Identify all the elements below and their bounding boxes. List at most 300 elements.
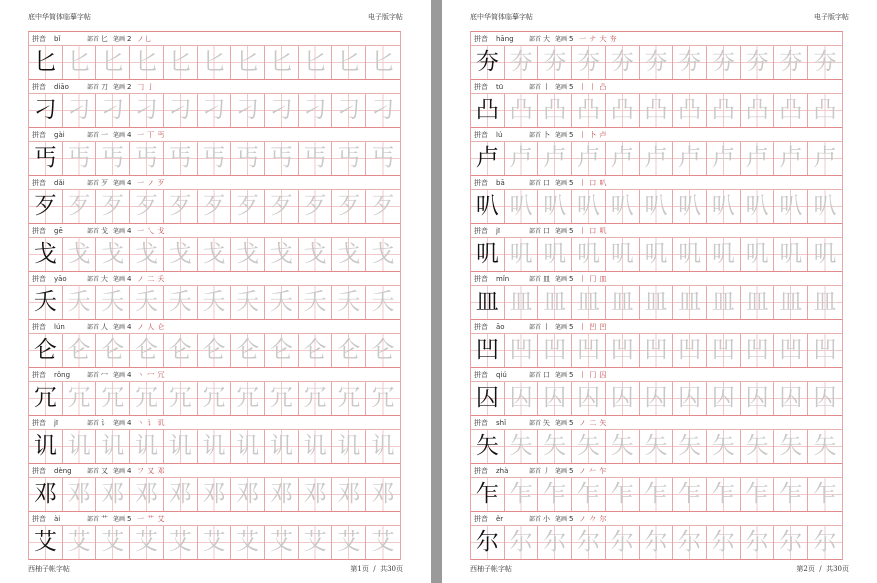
- trace-character[interactable]: 囚: [808, 382, 842, 415]
- trace-character[interactable]: 凹: [741, 334, 775, 367]
- trace-character[interactable]: 凹: [774, 334, 808, 367]
- stroke-count-value: 5: [569, 226, 574, 235]
- stroke-order: 一 乀 戈: [137, 226, 165, 235]
- trace-character[interactable]: 皿: [505, 286, 539, 319]
- trace-character[interactable]: 刁: [164, 94, 198, 127]
- trace-character[interactable]: 叽: [707, 238, 741, 271]
- trace-character[interactable]: 尔: [808, 526, 842, 559]
- char-info-row: [29, 176, 400, 190]
- trace-character[interactable]: 夭: [299, 286, 333, 319]
- trace-character[interactable]: 仑: [366, 334, 400, 367]
- pinyin-value: dèng: [54, 466, 72, 475]
- trace-character[interactable]: 凹: [808, 334, 842, 367]
- trace-character[interactable]: 仑: [231, 334, 265, 367]
- pinyin-label: 拼音: [32, 178, 46, 187]
- trace-character[interactable]: 丐: [366, 142, 400, 175]
- radical-label: 部首: [87, 372, 100, 379]
- practice-grid-row: [471, 478, 842, 512]
- trace-character[interactable]: 丐: [332, 142, 366, 175]
- trace-character[interactable]: 尔: [640, 526, 674, 559]
- trace-character[interactable]: 囚: [538, 382, 572, 415]
- trace-character[interactable]: 皿: [673, 286, 707, 319]
- trace-character[interactable]: 凸: [808, 94, 842, 127]
- trace-character[interactable]: 艾: [198, 526, 232, 559]
- trace-character[interactable]: 歹: [96, 190, 130, 223]
- trace-character[interactable]: 凹: [640, 334, 674, 367]
- radical-value: 大: [101, 274, 108, 283]
- stroke-order: 丶 冖 冗: [137, 370, 165, 379]
- trace-character[interactable]: 仑: [299, 334, 333, 367]
- trace-character[interactable]: 凹: [538, 334, 572, 367]
- trace-character[interactable]: 仑: [164, 334, 198, 367]
- trace-character[interactable]: 皿: [707, 286, 741, 319]
- pinyin-label: 拼音: [474, 370, 488, 379]
- char-info-row: [471, 224, 842, 238]
- trace-character[interactable]: 刁: [96, 94, 130, 127]
- trace-character[interactable]: 戈: [332, 238, 366, 271]
- pinyin-value: diāo: [54, 82, 69, 91]
- trace-character[interactable]: 叽: [606, 238, 640, 271]
- pinyin-value: bā: [496, 178, 505, 187]
- stroke-order: ノ 𠂊 尔: [579, 514, 607, 523]
- trace-character[interactable]: 匕: [96, 46, 130, 79]
- trace-character[interactable]: 刁: [63, 94, 97, 127]
- trace-character[interactable]: 夭: [63, 286, 97, 319]
- trace-character[interactable]: 矢: [808, 430, 842, 463]
- trace-character[interactable]: 囚: [673, 382, 707, 415]
- pinyin-label: 拼音: [474, 178, 488, 187]
- practice-grid-row: [471, 526, 842, 560]
- stroke-count-value: 5: [569, 418, 574, 427]
- char-info-row: [471, 128, 842, 142]
- trace-character[interactable]: 乍: [741, 478, 775, 511]
- trace-character[interactable]: 歹: [164, 190, 198, 223]
- radical-value: 匕: [101, 34, 108, 43]
- trace-character[interactable]: 凸: [538, 94, 572, 127]
- trace-character[interactable]: 矢: [741, 430, 775, 463]
- trace-character[interactable]: 卢: [707, 142, 741, 175]
- trace-character[interactable]: 叭: [741, 190, 775, 223]
- pinyin-value: rǒng: [54, 370, 71, 379]
- trace-character[interactable]: 仑: [63, 334, 97, 367]
- trace-character[interactable]: 艾: [332, 526, 366, 559]
- trace-character[interactable]: 矢: [707, 430, 741, 463]
- trace-character[interactable]: 邓: [299, 478, 333, 511]
- pinyin-value: jī: [496, 226, 500, 235]
- trace-character[interactable]: 叭: [538, 190, 572, 223]
- trace-character[interactable]: 仑: [96, 334, 130, 367]
- trace-character[interactable]: 矢: [505, 430, 539, 463]
- radical-value: 丨: [543, 322, 550, 331]
- trace-character[interactable]: 叭: [707, 190, 741, 223]
- radical-label: 部首: [529, 228, 542, 235]
- pinyin-value: bǐ: [54, 34, 61, 43]
- stroke-count-label: 笔画: [113, 324, 126, 331]
- trace-character[interactable]: 皿: [606, 286, 640, 319]
- trace-character[interactable]: 仑: [130, 334, 164, 367]
- trace-character[interactable]: 乍: [572, 478, 606, 511]
- trace-character[interactable]: 戈: [198, 238, 232, 271]
- trace-character[interactable]: 冗: [231, 382, 265, 415]
- practice-grid-row: [471, 142, 842, 176]
- stroke-count-label: 笔画: [555, 132, 568, 139]
- model-character: 夭: [29, 286, 63, 319]
- trace-character[interactable]: 叭: [606, 190, 640, 223]
- stroke-count-label: 笔画: [113, 276, 126, 283]
- trace-character[interactable]: 讥: [299, 430, 333, 463]
- trace-character[interactable]: 囚: [606, 382, 640, 415]
- trace-character[interactable]: 戈: [231, 238, 265, 271]
- trace-character[interactable]: 冗: [63, 382, 97, 415]
- trace-character[interactable]: 囚: [774, 382, 808, 415]
- trace-character[interactable]: 讥: [265, 430, 299, 463]
- model-character: 艾: [29, 526, 63, 559]
- trace-character[interactable]: 讥: [366, 430, 400, 463]
- trace-character[interactable]: 邓: [130, 478, 164, 511]
- trace-character[interactable]: 夯: [640, 46, 674, 79]
- trace-character[interactable]: 艾: [265, 526, 299, 559]
- trace-character[interactable]: 丐: [265, 142, 299, 175]
- trace-character[interactable]: 凸: [606, 94, 640, 127]
- trace-character[interactable]: 邓: [96, 478, 130, 511]
- trace-character[interactable]: 凹: [505, 334, 539, 367]
- trace-character[interactable]: 夯: [808, 46, 842, 79]
- stroke-order: ノ 二 夭: [137, 274, 165, 283]
- radical-value: 冖: [101, 370, 108, 379]
- trace-character[interactable]: 歹: [198, 190, 232, 223]
- trace-character[interactable]: 乍: [707, 478, 741, 511]
- char-info-row: [29, 512, 400, 526]
- stroke-count-value: 5: [569, 274, 574, 283]
- trace-character[interactable]: 叽: [774, 238, 808, 271]
- trace-character[interactable]: 丐: [231, 142, 265, 175]
- trace-character[interactable]: 邓: [164, 478, 198, 511]
- trace-character[interactable]: 卢: [606, 142, 640, 175]
- trace-character[interactable]: 匕: [198, 46, 232, 79]
- model-character: 冗: [29, 382, 63, 415]
- trace-character[interactable]: 夭: [332, 286, 366, 319]
- trace-character[interactable]: 囚: [572, 382, 606, 415]
- trace-character[interactable]: 乍: [640, 478, 674, 511]
- trace-character[interactable]: 丐: [198, 142, 232, 175]
- trace-character[interactable]: 仑: [265, 334, 299, 367]
- trace-character[interactable]: 匕: [231, 46, 265, 79]
- trace-character[interactable]: 戈: [265, 238, 299, 271]
- trace-character[interactable]: 乍: [606, 478, 640, 511]
- pinyin-label: 拼音: [474, 466, 488, 475]
- trace-character[interactable]: 仑: [198, 334, 232, 367]
- practice-grid-row: [29, 286, 400, 320]
- trace-character[interactable]: 刁: [231, 94, 265, 127]
- stroke-order: ノ 二 矢: [579, 418, 607, 427]
- trace-character[interactable]: 刁: [265, 94, 299, 127]
- trace-character[interactable]: 匕: [332, 46, 366, 79]
- trace-character[interactable]: 尔: [673, 526, 707, 559]
- pinyin-value: lú: [496, 130, 503, 139]
- radical-value: 戈: [101, 226, 108, 235]
- trace-character[interactable]: 卢: [808, 142, 842, 175]
- trace-character[interactable]: 冗: [299, 382, 333, 415]
- trace-character[interactable]: 乍: [538, 478, 572, 511]
- trace-character[interactable]: 艾: [231, 526, 265, 559]
- pinyin-label: 拼音: [474, 226, 488, 235]
- trace-character[interactable]: 丐: [63, 142, 97, 175]
- trace-character[interactable]: 皿: [640, 286, 674, 319]
- trace-character[interactable]: 夯: [741, 46, 775, 79]
- header-edition: 电子版字帖: [814, 13, 849, 21]
- trace-character[interactable]: 卢: [741, 142, 775, 175]
- trace-character[interactable]: 叽: [808, 238, 842, 271]
- trace-character[interactable]: 丐: [130, 142, 164, 175]
- trace-character[interactable]: 凸: [572, 94, 606, 127]
- trace-character[interactable]: 戈: [164, 238, 198, 271]
- trace-character[interactable]: 皿: [572, 286, 606, 319]
- practice-grid-row: [471, 94, 842, 128]
- trace-character[interactable]: 叭: [808, 190, 842, 223]
- trace-character[interactable]: 叭: [505, 190, 539, 223]
- trace-character[interactable]: 邓: [366, 478, 400, 511]
- trace-character[interactable]: 囚: [707, 382, 741, 415]
- trace-character[interactable]: 邓: [198, 478, 232, 511]
- trace-character[interactable]: 匕: [130, 46, 164, 79]
- trace-character[interactable]: 凹: [707, 334, 741, 367]
- trace-character[interactable]: 艾: [96, 526, 130, 559]
- trace-character[interactable]: 歹: [130, 190, 164, 223]
- trace-character[interactable]: 叭: [572, 190, 606, 223]
- trace-character[interactable]: 夭: [265, 286, 299, 319]
- trace-character[interactable]: 凹: [606, 334, 640, 367]
- page-number: 第2页 / 共30页: [796, 565, 849, 573]
- trace-character[interactable]: 歹: [231, 190, 265, 223]
- trace-character[interactable]: 叽: [572, 238, 606, 271]
- trace-character[interactable]: 仑: [332, 334, 366, 367]
- trace-character[interactable]: 歹: [366, 190, 400, 223]
- trace-character[interactable]: 凸: [640, 94, 674, 127]
- stroke-order: 丨 冂 囚: [579, 370, 607, 379]
- trace-character[interactable]: 戈: [96, 238, 130, 271]
- trace-character[interactable]: 尔: [707, 526, 741, 559]
- trace-character[interactable]: 匕: [265, 46, 299, 79]
- trace-character[interactable]: 凸: [707, 94, 741, 127]
- trace-character[interactable]: 匕: [366, 46, 400, 79]
- trace-character[interactable]: 冗: [366, 382, 400, 415]
- stroke-count-label: 笔画: [113, 36, 126, 43]
- trace-character[interactable]: 囚: [741, 382, 775, 415]
- trace-character[interactable]: 卢: [505, 142, 539, 175]
- stroke-count-value: 4: [127, 130, 132, 139]
- trace-character[interactable]: 讥: [63, 430, 97, 463]
- radical-value: 大: [543, 34, 550, 43]
- trace-character[interactable]: 凸: [505, 94, 539, 127]
- model-character: 戈: [29, 238, 63, 271]
- pinyin-label: 拼音: [474, 130, 488, 139]
- pinyin-value: ěr: [496, 514, 504, 523]
- model-character: 讥: [29, 430, 63, 463]
- trace-character[interactable]: 凸: [741, 94, 775, 127]
- trace-character[interactable]: 匕: [299, 46, 333, 79]
- trace-character[interactable]: 囚: [505, 382, 539, 415]
- char-info-row: [471, 464, 842, 478]
- trace-character[interactable]: 夭: [231, 286, 265, 319]
- char-info-row: [471, 32, 842, 46]
- trace-character[interactable]: 凸: [774, 94, 808, 127]
- trace-character[interactable]: 夯: [606, 46, 640, 79]
- trace-character[interactable]: 卢: [538, 142, 572, 175]
- trace-character[interactable]: 卢: [640, 142, 674, 175]
- trace-character[interactable]: 乍: [774, 478, 808, 511]
- trace-character[interactable]: 凸: [673, 94, 707, 127]
- pinyin-label: 拼音: [32, 370, 46, 379]
- trace-character[interactable]: 囚: [640, 382, 674, 415]
- trace-character[interactable]: 尔: [538, 526, 572, 559]
- trace-character[interactable]: 讥: [332, 430, 366, 463]
- trace-character[interactable]: 刁: [198, 94, 232, 127]
- trace-character[interactable]: 冗: [332, 382, 366, 415]
- trace-character[interactable]: 凹: [572, 334, 606, 367]
- trace-character[interactable]: 夯: [707, 46, 741, 79]
- trace-character[interactable]: 丐: [96, 142, 130, 175]
- trace-character[interactable]: 夯: [505, 46, 539, 79]
- trace-character[interactable]: 叭: [640, 190, 674, 223]
- practice-grid-row: [29, 94, 400, 128]
- trace-character[interactable]: 叽: [741, 238, 775, 271]
- trace-character[interactable]: 艾: [63, 526, 97, 559]
- stroke-count-value: 4: [127, 274, 132, 283]
- trace-character[interactable]: 尔: [741, 526, 775, 559]
- trace-character[interactable]: 尔: [505, 526, 539, 559]
- trace-character[interactable]: 矢: [606, 430, 640, 463]
- trace-character[interactable]: 邓: [332, 478, 366, 511]
- trace-character[interactable]: 夯: [538, 46, 572, 79]
- trace-character[interactable]: 卢: [774, 142, 808, 175]
- radical-value: 矢: [543, 418, 550, 427]
- radical-label: 部首: [529, 468, 542, 475]
- page-number: 第1页 / 共30页: [350, 565, 403, 573]
- trace-character[interactable]: 乍: [505, 478, 539, 511]
- trace-character[interactable]: 丐: [299, 142, 333, 175]
- trace-character[interactable]: 叽: [505, 238, 539, 271]
- trace-character[interactable]: 皿: [774, 286, 808, 319]
- trace-character[interactable]: 叭: [673, 190, 707, 223]
- trace-character[interactable]: 艾: [366, 526, 400, 559]
- trace-character[interactable]: 夭: [366, 286, 400, 319]
- stroke-count-label: 笔画: [113, 468, 126, 475]
- trace-character[interactable]: 歹: [265, 190, 299, 223]
- stroke-order: ノ 𠂉 乍: [579, 466, 607, 475]
- trace-character[interactable]: 艾: [299, 526, 333, 559]
- pinyin-label: 拼音: [32, 274, 46, 283]
- trace-character[interactable]: 歹: [332, 190, 366, 223]
- trace-character[interactable]: 匕: [63, 46, 97, 79]
- practice-sheet: [28, 31, 401, 560]
- stroke-order: 丨 丨 凸: [579, 82, 607, 91]
- trace-character[interactable]: 冗: [96, 382, 130, 415]
- pinyin-value: gē: [54, 226, 63, 235]
- trace-character[interactable]: 戈: [366, 238, 400, 271]
- trace-character[interactable]: 皿: [741, 286, 775, 319]
- trace-character[interactable]: 匕: [164, 46, 198, 79]
- trace-character[interactable]: 乍: [808, 478, 842, 511]
- trace-character[interactable]: 丐: [164, 142, 198, 175]
- trace-character[interactable]: 冗: [164, 382, 198, 415]
- trace-character[interactable]: 叽: [640, 238, 674, 271]
- trace-character[interactable]: 叽: [538, 238, 572, 271]
- trace-character[interactable]: 卢: [673, 142, 707, 175]
- radical-value: 丨: [543, 82, 550, 91]
- trace-character[interactable]: 卢: [572, 142, 606, 175]
- stroke-count-label: 笔画: [113, 132, 126, 139]
- trace-character[interactable]: 矢: [774, 430, 808, 463]
- trace-character[interactable]: 夭: [130, 286, 164, 319]
- trace-character[interactable]: 刁: [130, 94, 164, 127]
- trace-character[interactable]: 矢: [673, 430, 707, 463]
- practice-grid-row: [471, 238, 842, 272]
- stroke-count-label: 笔画: [555, 468, 568, 475]
- trace-character[interactable]: 矢: [538, 430, 572, 463]
- trace-character[interactable]: 尔: [774, 526, 808, 559]
- trace-character[interactable]: 讥: [96, 430, 130, 463]
- trace-character[interactable]: 刁: [366, 94, 400, 127]
- stroke-count-value: 5: [569, 130, 574, 139]
- trace-character[interactable]: 艾: [130, 526, 164, 559]
- trace-character[interactable]: 讥: [231, 430, 265, 463]
- trace-character[interactable]: 夭: [164, 286, 198, 319]
- trace-character[interactable]: 冗: [265, 382, 299, 415]
- trace-character[interactable]: 歹: [63, 190, 97, 223]
- trace-character[interactable]: 夯: [572, 46, 606, 79]
- trace-character[interactable]: 皿: [808, 286, 842, 319]
- trace-character[interactable]: 讥: [164, 430, 198, 463]
- stroke-count-value: 5: [569, 466, 574, 475]
- trace-character[interactable]: 讥: [130, 430, 164, 463]
- radical-value: 卜: [543, 130, 550, 139]
- trace-character[interactable]: 冗: [130, 382, 164, 415]
- stroke-order: 丶 讠 讥: [137, 418, 165, 427]
- trace-character[interactable]: 夯: [774, 46, 808, 79]
- trace-character[interactable]: 邓: [63, 478, 97, 511]
- trace-character[interactable]: 凹: [673, 334, 707, 367]
- trace-character[interactable]: 艾: [164, 526, 198, 559]
- trace-character[interactable]: 邓: [265, 478, 299, 511]
- trace-character[interactable]: 邓: [231, 478, 265, 511]
- trace-character[interactable]: 戈: [63, 238, 97, 271]
- trace-character[interactable]: 叽: [673, 238, 707, 271]
- trace-character[interactable]: 讥: [198, 430, 232, 463]
- trace-character[interactable]: 皿: [538, 286, 572, 319]
- trace-character[interactable]: 戈: [130, 238, 164, 271]
- radical-label: 部首: [529, 516, 542, 523]
- pinyin-label: 拼音: [474, 274, 488, 283]
- trace-character[interactable]: 冗: [198, 382, 232, 415]
- trace-character[interactable]: 夭: [96, 286, 130, 319]
- trace-character[interactable]: 矢: [572, 430, 606, 463]
- stroke-count-label: 笔画: [113, 84, 126, 91]
- trace-character[interactable]: 矢: [640, 430, 674, 463]
- radical-value: 讠: [101, 418, 108, 427]
- trace-character[interactable]: 戈: [299, 238, 333, 271]
- pinyin-label: 拼音: [32, 514, 46, 523]
- trace-character[interactable]: 夭: [198, 286, 232, 319]
- trace-character[interactable]: 刁: [332, 94, 366, 127]
- trace-character[interactable]: 歹: [299, 190, 333, 223]
- pinyin-label: 拼音: [32, 82, 46, 91]
- trace-character[interactable]: 乍: [673, 478, 707, 511]
- trace-character[interactable]: 夯: [673, 46, 707, 79]
- trace-character[interactable]: 尔: [606, 526, 640, 559]
- trace-character[interactable]: 刁: [299, 94, 333, 127]
- trace-character[interactable]: 叭: [774, 190, 808, 223]
- trace-character[interactable]: 尔: [572, 526, 606, 559]
